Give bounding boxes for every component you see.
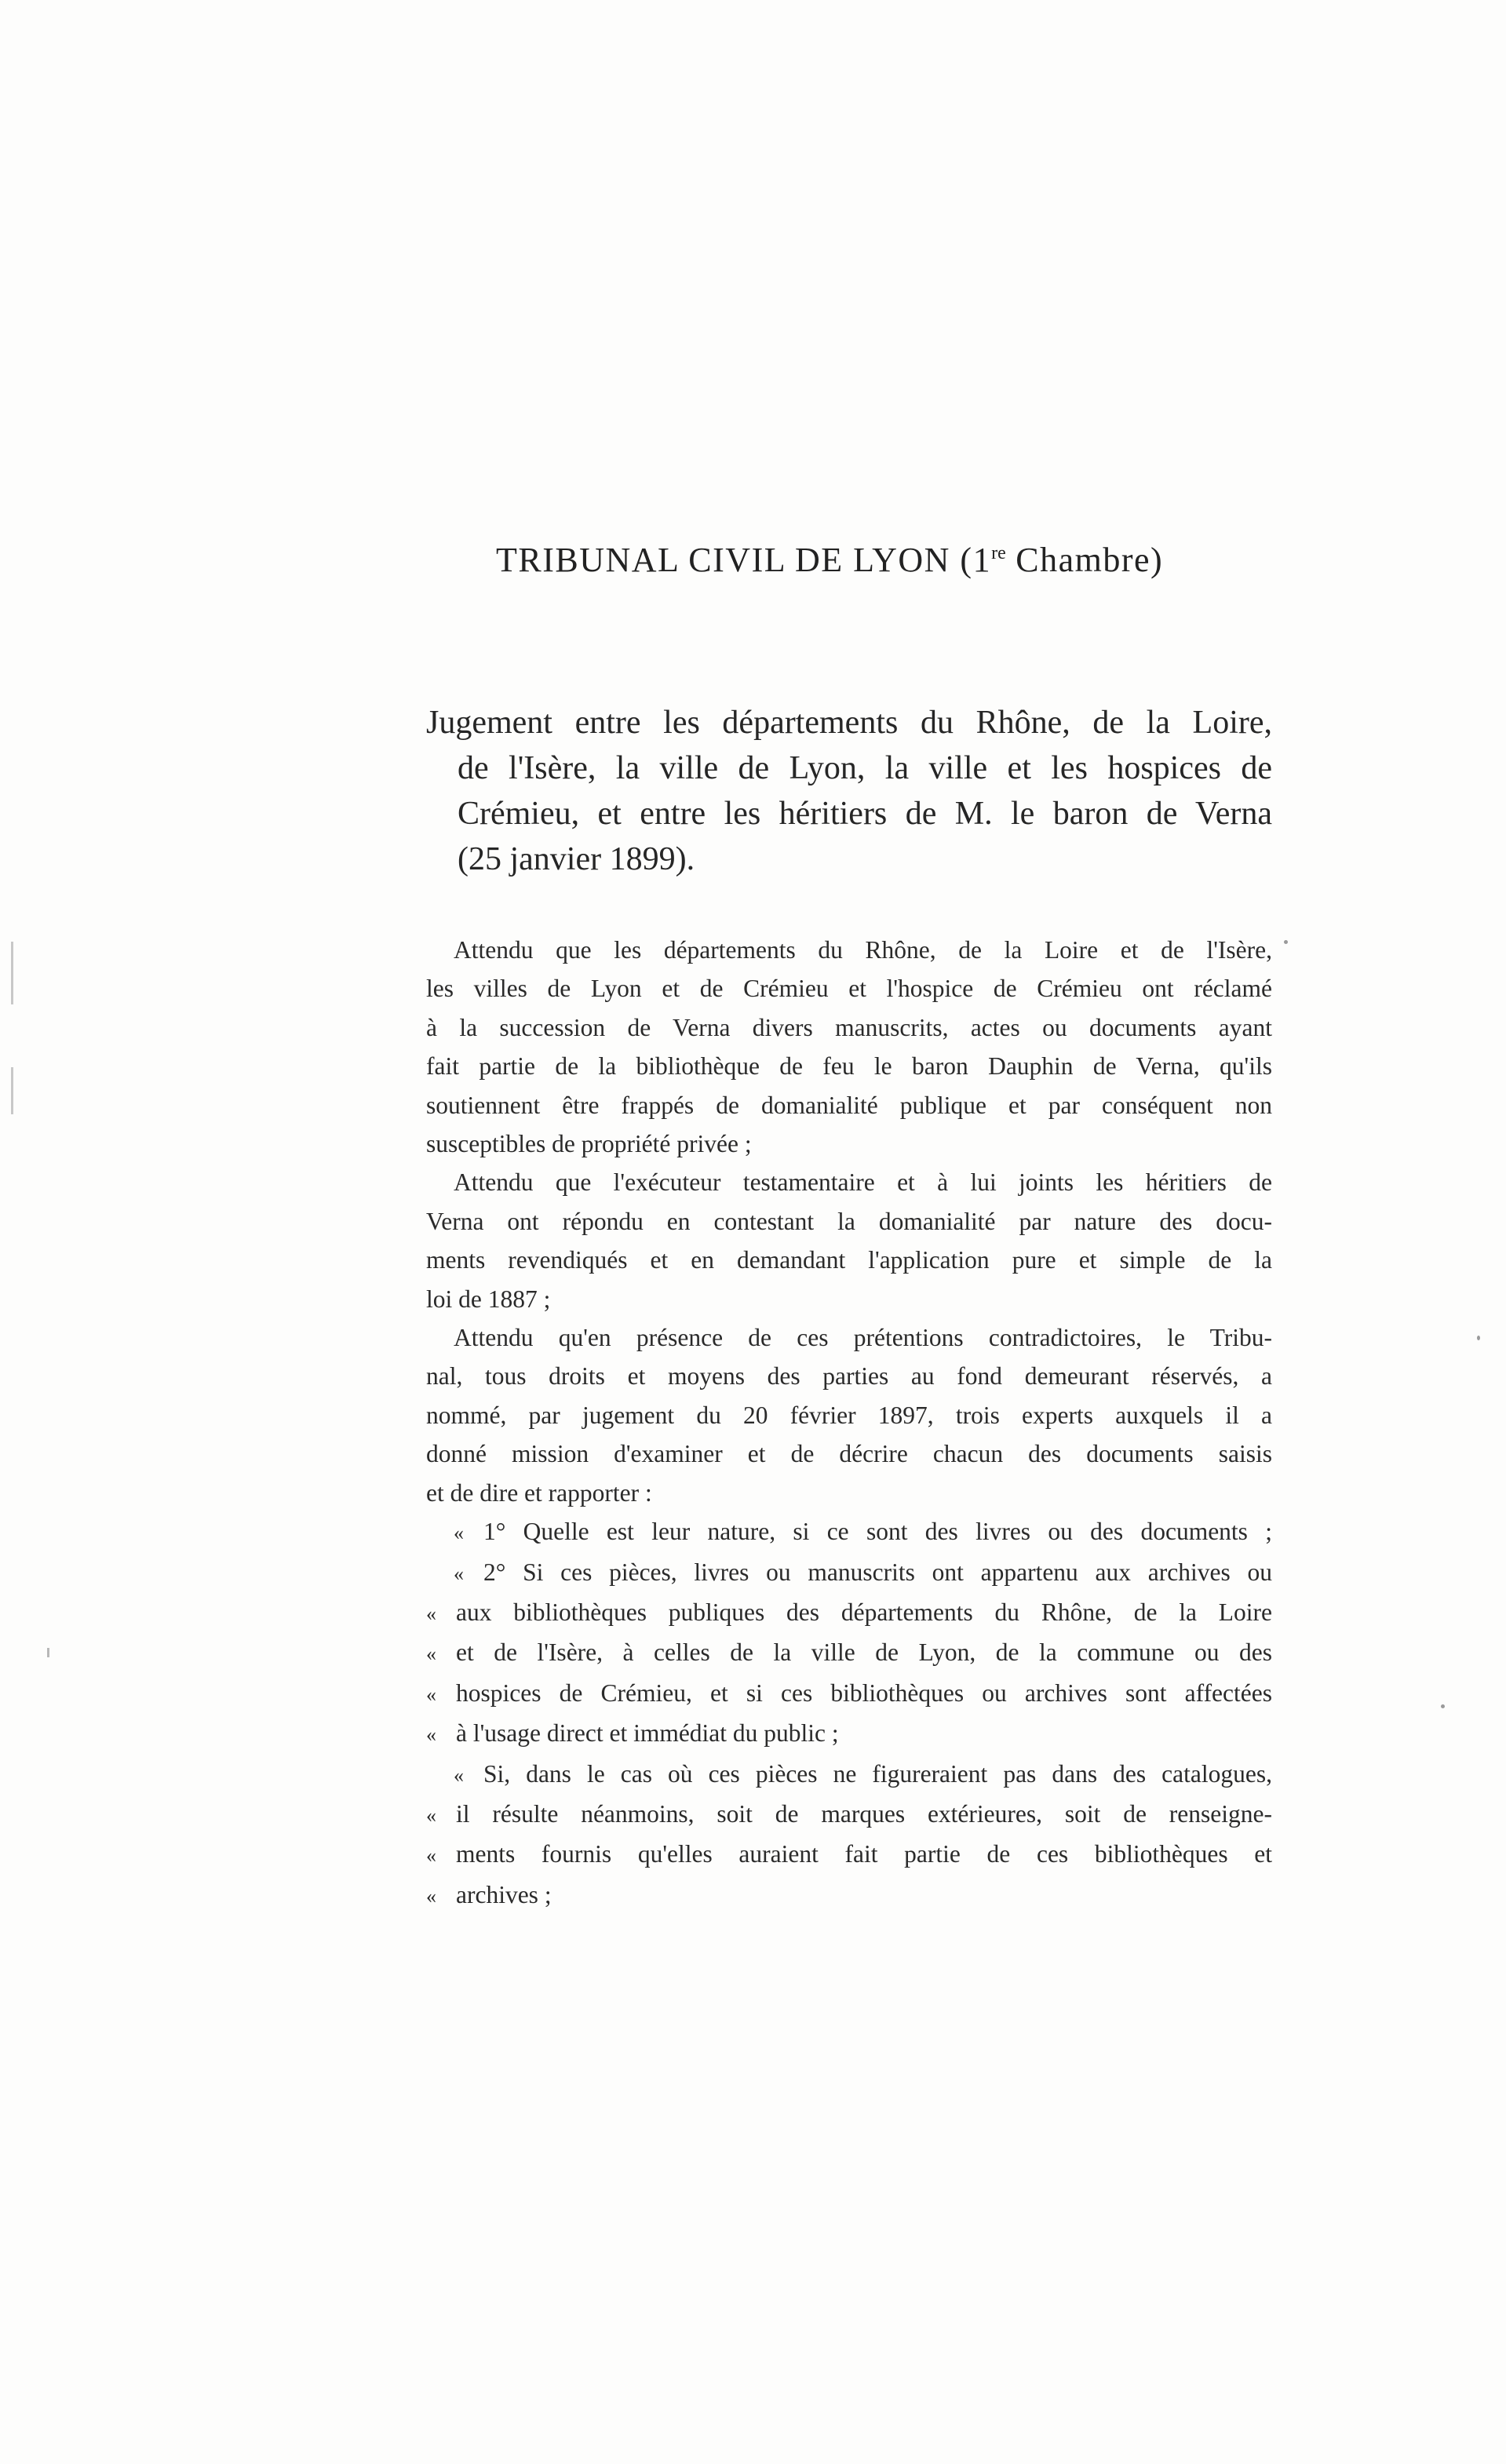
title-superscript: re (991, 543, 1006, 563)
quote-line: « 2° Si ces pièces, livres ou manuscrits ont appartenu aux archives ou (426, 1553, 1272, 1593)
text-line: nal, tous droits et moyens des parties au fond demeurant réservés, a (426, 1362, 1272, 1391)
scan-speck (11, 1067, 13, 1114)
heading-line: de l'Isère, la ville de Lyon, la ville et les hospices de (458, 750, 1272, 786)
quote-line: « Si, dans le cas où ces pièces ne figureraient pas dans des catalogues, (426, 1755, 1272, 1795)
quote-line: « 1° Quelle est leur nature, si ce sont des livres ou des documents ; (426, 1512, 1272, 1552)
judgment-body (426, 931, 1272, 1915)
guillemet-mark: « (454, 1763, 464, 1787)
guillemet-mark: « (454, 1522, 464, 1545)
paragraph-1 (426, 931, 1272, 1163)
quote-line: « à l'usage direct et immédiat du public ; (426, 1714, 1272, 1754)
page-title (496, 540, 1202, 580)
guillemet-mark: « (426, 1682, 436, 1706)
judgment-heading (426, 700, 1272, 882)
text-line: les villes de Lyon et de Crémieu et l'hospice de Crémieu ont réclamé (426, 975, 1272, 1003)
title-tail: Chambre) (1005, 541, 1164, 579)
quoted-question-1 (426, 1512, 1272, 1552)
scan-speck (1477, 1336, 1480, 1340)
scan-speck (11, 942, 13, 1004)
text-line: à la succession de Verna divers manuscrits, actes ou documents ayant (426, 1013, 1272, 1041)
quoted-question-2 (426, 1553, 1272, 1755)
quote-line: « et de l'Isère, à celles de la ville de Lyon, de la commune ou des (426, 1633, 1272, 1673)
guillemet-mark: « (426, 1884, 436, 1908)
guillemet-mark: « (426, 1723, 436, 1747)
guillemet-mark: « (454, 1562, 464, 1585)
text-line: Attendu qu'en présence de ces prétentions contradictoires, le Tribu- (454, 1324, 1272, 1352)
heading-line: Crémieu, et entre les héritiers de M. le baron de Verna (458, 796, 1272, 832)
text-line: et de dire et rapporter : (426, 1478, 652, 1507)
quote-line: « aux bibliothèques publiques des départements du Rhône, de la Loire (426, 1593, 1272, 1633)
quote-line: « archives ; (426, 1875, 1272, 1915)
guillemet-mark: « (426, 1844, 436, 1868)
guillemet-mark: « (426, 1602, 436, 1625)
title-main: TRIBUNAL CIVIL DE LYON (1 (496, 541, 992, 579)
text-line: ments revendiqués et en demandant l'application pure et simple de la (426, 1246, 1272, 1274)
text-line: loi de 1887 ; (426, 1285, 551, 1313)
scan-speck (1441, 1704, 1445, 1708)
quote-line: « il résulte néanmoins, soit de marques extérieures, soit de renseigne- (426, 1795, 1272, 1835)
quote-line: « ments fournis qu'elles auraient fait partie de ces bibliothèques et (426, 1835, 1272, 1875)
text-line: susceptibles de propriété privée ; (426, 1130, 752, 1158)
heading-line: Jugement entre les départements du Rhône, de la Loire, (426, 705, 1272, 741)
text-line: donné mission d'examiner et de décrire chacun des documents saisis (426, 1440, 1272, 1468)
quote-line: « hospices de Crémieu, et si ces bibliothèques ou archives sont affectées (426, 1674, 1272, 1714)
guillemet-mark: « (426, 1642, 436, 1666)
paragraph-2 (426, 1163, 1272, 1318)
guillemet-mark: « (426, 1803, 436, 1827)
text-line: soutiennent être frappés de domanialité publique et par conséquent non (426, 1091, 1272, 1119)
scan-speck (47, 1648, 49, 1657)
text-line: Attendu que l'exécuteur testamentaire et à lui joints les héritiers de (454, 1168, 1272, 1197)
heading-line: (25 janvier 1899). (458, 841, 695, 877)
text-line: Verna ont répondu en contestant la domanialité par nature des docu- (426, 1207, 1272, 1235)
paragraph-3 (426, 1318, 1272, 1512)
text-line: nommé, par jugement du 20 février 1897, trois experts auxquels il a (426, 1401, 1272, 1429)
text-line: Attendu que les départements du Rhône, de la Loire et de l'Isère, (454, 936, 1272, 964)
quoted-question-3 (426, 1755, 1272, 1916)
scan-speck (1284, 940, 1288, 944)
text-line: fait partie de la bibliothèque de feu le baron Dauphin de Verna, qu'ils (426, 1052, 1272, 1081)
